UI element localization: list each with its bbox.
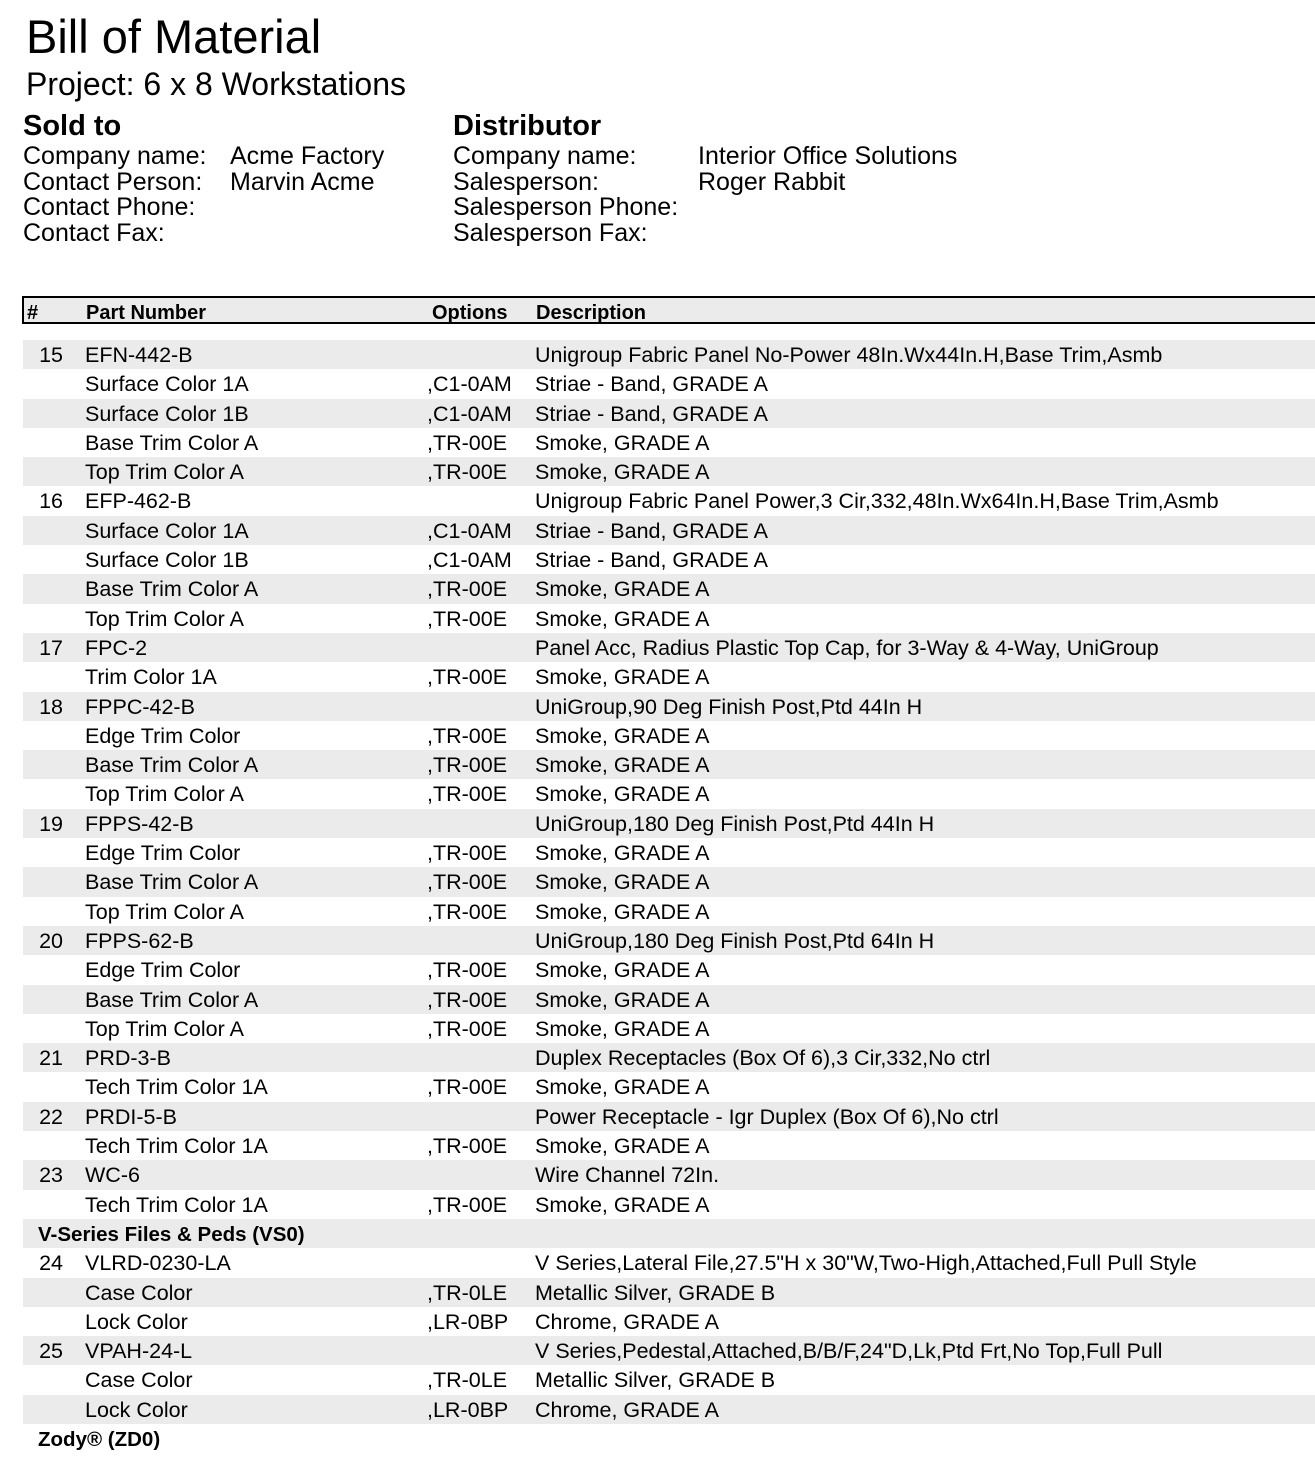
- option-code: ,C1-0AM: [427, 548, 512, 573]
- part-number: Base Trim Color A: [85, 987, 259, 1012]
- description: UniGroup,180 Deg Finish Post,Ptd 64In H: [535, 928, 935, 953]
- description: Wire Channel 72In.: [535, 1163, 720, 1188]
- description: Metallic Silver, GRADE B: [535, 1368, 776, 1393]
- table-row: [23, 340, 1315, 369]
- table-row: [23, 457, 1315, 486]
- item-number: 19: [39, 811, 63, 836]
- part-number: Top Trim Color A: [85, 899, 244, 924]
- table-row: [23, 926, 1315, 955]
- description: Smoke, GRADE A: [535, 782, 710, 807]
- description: Smoke, GRADE A: [535, 870, 710, 895]
- part-number: FPPS-42-B: [85, 811, 194, 836]
- description: Smoke, GRADE A: [535, 841, 710, 866]
- table-row: [23, 1365, 1315, 1394]
- part-number: Base Trim Color A: [85, 753, 259, 778]
- field-value: Marvin Acme: [230, 167, 375, 196]
- part-number: Edge Trim Color: [85, 841, 241, 866]
- part-number: Lock Color: [85, 1309, 188, 1334]
- part-number: Tech Trim Color 1A: [85, 1134, 268, 1159]
- group-header-row: [23, 1219, 1315, 1248]
- part-number: FPPS-62-B: [85, 928, 194, 953]
- description: Unigroup Fabric Panel No-Power 48In.Wx44In.H,Base Trim,Asmb: [535, 343, 1163, 367]
- option-code: ,TR-00E: [427, 1016, 508, 1041]
- option-code: ,TR-00E: [427, 1075, 508, 1100]
- field-label: Salesperson Fax:: [453, 218, 648, 247]
- option-code: ,TR-00E: [427, 577, 508, 602]
- table-row: [23, 1160, 1315, 1189]
- option-code: ,TR-00E: [427, 665, 508, 690]
- option-code: ,TR-00E: [427, 987, 508, 1012]
- table-row: [23, 867, 1315, 896]
- field-label: Contact Fax:: [23, 218, 165, 247]
- table-row: [23, 1248, 1315, 1277]
- option-code: ,TR-00E: [427, 782, 508, 807]
- item-number: 23: [39, 1163, 63, 1188]
- part-number: Top Trim Color A: [85, 1016, 244, 1041]
- table-row: [23, 428, 1315, 457]
- table-row: [23, 779, 1315, 808]
- table-row: [23, 1043, 1315, 1072]
- description: Striae - Band, GRADE A: [535, 518, 769, 543]
- column-header-part-number: Part Number: [86, 302, 207, 324]
- option-code: ,TR-00E: [427, 753, 508, 778]
- part-number: FPPC-42-B: [85, 694, 195, 719]
- option-code: ,LR-0BP: [427, 1397, 509, 1422]
- option-code: ,TR-00E: [427, 958, 508, 983]
- description: Smoke, GRADE A: [535, 958, 710, 983]
- option-code: ,C1-0AM: [427, 372, 512, 397]
- description: Power Receptacle - Igr Duplex (Box Of 6),No ctrl: [535, 1104, 999, 1129]
- description: Smoke, GRADE A: [535, 987, 710, 1012]
- table-row: [23, 1307, 1315, 1336]
- part-number: Case Color: [85, 1280, 193, 1305]
- field-value: Roger Rabbit: [698, 167, 846, 196]
- description: Metallic Silver, GRADE B: [535, 1280, 776, 1305]
- table-row: [23, 692, 1315, 721]
- part-number: Trim Color 1A: [85, 665, 217, 690]
- description: Panel Acc, Radius Plastic Top Cap, for 3-Way & 4-Way, UniGroup: [535, 635, 1159, 660]
- distributor-company-row: [453, 144, 957, 170]
- description: Striae - Band, GRADE A: [535, 548, 769, 573]
- table-row: [23, 838, 1315, 867]
- part-number: Surface Color 1B: [85, 401, 249, 426]
- table-row: [23, 750, 1315, 779]
- description: Smoke, GRADE A: [535, 606, 710, 631]
- table-header: [22, 296, 1315, 324]
- part-number: WC-6: [85, 1163, 140, 1188]
- part-number: Tech Trim Color 1A: [85, 1075, 268, 1100]
- column-header-description: Description: [536, 302, 647, 324]
- group-label: Zody® (ZD0): [38, 1427, 161, 1451]
- table-row: [23, 809, 1315, 838]
- table-row: [23, 1102, 1315, 1131]
- table-row: [23, 662, 1315, 691]
- item-number: 22: [39, 1104, 63, 1129]
- table-row: [23, 369, 1315, 398]
- distributor-section: [453, 108, 957, 246]
- part-number: Lock Color: [85, 1397, 188, 1422]
- part-number: Edge Trim Color: [85, 723, 241, 748]
- table-row: [23, 1014, 1315, 1043]
- part-number: Tech Trim Color 1A: [85, 1192, 268, 1217]
- description: Smoke, GRADE A: [535, 1016, 710, 1041]
- field-label: Company name:: [23, 142, 207, 170]
- table-row: [23, 399, 1315, 428]
- item-number: 20: [39, 928, 63, 953]
- group-header-row: [23, 1424, 1315, 1453]
- description: Smoke, GRADE A: [535, 753, 710, 778]
- description: Smoke, GRADE A: [535, 577, 710, 602]
- document-title: Bill of Material: [26, 10, 322, 63]
- part-number: PRDI-5-B: [85, 1104, 177, 1129]
- part-number: Top Trim Color A: [85, 460, 244, 485]
- part-number: Surface Color 1A: [85, 518, 249, 543]
- item-number: 15: [39, 343, 63, 367]
- option-code: ,TR-00E: [427, 723, 508, 748]
- description: Chrome, GRADE A: [535, 1397, 719, 1422]
- part-number: EFP-462-B: [85, 489, 192, 514]
- table-row: [23, 486, 1315, 515]
- description: V Series,Pedestal,Attached,B/B/F,24"D,Lk,Ptd Frt,No Top,Full Pull: [535, 1339, 1163, 1364]
- item-number: 16: [39, 489, 63, 514]
- part-number: Surface Color 1B: [85, 548, 249, 573]
- sold-to-contact-row: [23, 167, 384, 196]
- table-row: [23, 516, 1315, 545]
- field-label: Salesperson Phone:: [453, 193, 679, 221]
- project-title: Project: 6 x 8 Workstations: [26, 66, 406, 102]
- description: Striae - Band, GRADE A: [535, 372, 769, 397]
- part-number: EFN-442-B: [85, 343, 193, 367]
- sold-to-section: [23, 108, 384, 246]
- distributor-fax-row: [453, 218, 957, 247]
- option-code: ,TR-00E: [427, 841, 508, 866]
- table-row: [23, 721, 1315, 750]
- table-row: [23, 1190, 1315, 1219]
- option-code: ,TR-00E: [427, 430, 508, 455]
- description: Smoke, GRADE A: [535, 430, 710, 455]
- description: Smoke, GRADE A: [535, 460, 710, 485]
- sold-to-heading: Sold to: [23, 110, 122, 142]
- table-row: [23, 1336, 1315, 1365]
- option-code: ,LR-0BP: [427, 1309, 509, 1334]
- description: V Series,Lateral File,27.5"H x 30"W,Two-High,Attached,Full Pull Style: [535, 1251, 1197, 1276]
- option-code: ,TR-00E: [427, 460, 508, 485]
- table-row: [23, 633, 1315, 662]
- table-row: [23, 1072, 1315, 1101]
- part-number: VPAH-24-L: [85, 1339, 193, 1364]
- field-label: Contact Phone:: [23, 193, 196, 221]
- description: Smoke, GRADE A: [535, 665, 710, 690]
- bom-table-body: [23, 340, 1315, 1453]
- part-number: Surface Color 1A: [85, 372, 249, 397]
- table-row: [23, 985, 1315, 1014]
- option-code: ,TR-0LE: [427, 1368, 508, 1393]
- distributor-phone-row: [453, 195, 957, 221]
- item-number: 17: [39, 635, 63, 660]
- option-code: ,TR-00E: [427, 606, 508, 631]
- part-number: PRD-3-B: [85, 1046, 172, 1071]
- table-row: [23, 897, 1315, 926]
- item-number: 24: [39, 1251, 63, 1276]
- description: Smoke, GRADE A: [535, 1075, 710, 1100]
- table-row: [23, 1131, 1315, 1160]
- part-number: Top Trim Color A: [85, 606, 244, 631]
- option-code: ,TR-00E: [427, 870, 508, 895]
- column-header-options: Options: [432, 302, 508, 324]
- part-number: Top Trim Color A: [85, 782, 244, 807]
- description: UniGroup,90 Deg Finish Post,Ptd 44In H: [535, 694, 923, 719]
- item-number: 25: [39, 1339, 63, 1364]
- part-number: Case Color: [85, 1368, 193, 1393]
- distributor-heading: Distributor: [453, 110, 602, 142]
- option-code: ,C1-0AM: [427, 401, 512, 426]
- table-row: [23, 545, 1315, 574]
- part-number: Base Trim Color A: [85, 430, 259, 455]
- part-number: VLRD-0230-LA: [85, 1251, 231, 1276]
- distributor-salesperson-row: [453, 167, 957, 196]
- description: Smoke, GRADE A: [535, 1192, 710, 1217]
- sold-to-fax-row: [23, 218, 384, 247]
- part-number: Base Trim Color A: [85, 870, 259, 895]
- option-code: ,TR-00E: [427, 1134, 508, 1159]
- description: Smoke, GRADE A: [535, 723, 710, 748]
- item-number: 21: [39, 1046, 63, 1071]
- description: UniGroup,180 Deg Finish Post,Ptd 44In H: [535, 811, 935, 836]
- item-number: 18: [39, 694, 63, 719]
- description: Chrome, GRADE A: [535, 1309, 719, 1334]
- description: Smoke, GRADE A: [535, 899, 710, 924]
- option-code: ,TR-0LE: [427, 1280, 508, 1305]
- column-header-number: #: [27, 302, 39, 324]
- part-number: Base Trim Color A: [85, 577, 259, 602]
- table-row: [23, 1395, 1315, 1424]
- sold-to-phone-row: [23, 195, 384, 221]
- description: Striae - Band, GRADE A: [535, 401, 769, 426]
- field-label: Salesperson:: [453, 167, 599, 196]
- table-row: [23, 955, 1315, 984]
- group-label: V-Series Files & Peds (VS0): [38, 1222, 305, 1246]
- field-label: Company name:: [453, 142, 637, 170]
- field-label: Contact Person:: [23, 167, 203, 196]
- description: Smoke, GRADE A: [535, 1134, 710, 1159]
- sold-to-company-row: [23, 144, 384, 170]
- description: Unigroup Fabric Panel Power,3 Cir,332,48In.Wx64In.H,Base Trim,Asmb: [535, 489, 1219, 514]
- part-number: Edge Trim Color: [85, 958, 241, 983]
- option-code: ,C1-0AM: [427, 518, 512, 543]
- field-value: Interior Office Solutions: [698, 142, 958, 170]
- field-value: Acme Factory: [230, 142, 385, 170]
- option-code: ,TR-00E: [427, 1192, 508, 1217]
- description: Duplex Receptacles (Box Of 6),3 Cir,332,No ctrl: [535, 1046, 991, 1071]
- option-code: ,TR-00E: [427, 899, 508, 924]
- table-row: [23, 1278, 1315, 1307]
- table-row: [23, 574, 1315, 603]
- table-row: [23, 604, 1315, 633]
- part-number: FPC-2: [85, 635, 148, 660]
